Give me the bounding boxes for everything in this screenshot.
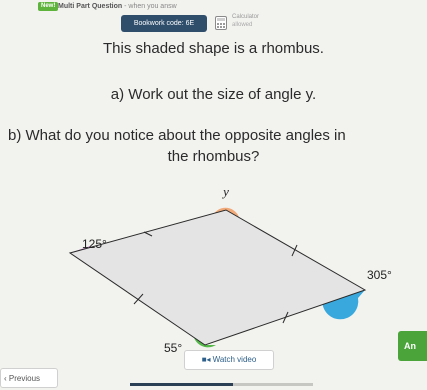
- watch-video-label: Watch video: [212, 355, 257, 364]
- rhombus-diagram: [0, 168, 427, 358]
- hint-rest: - when you answ: [122, 3, 177, 10]
- progress-bar-track: [233, 383, 313, 386]
- top-hint-bar: [0, 0, 427, 12]
- question-line-4: the rhombus?: [167, 148, 260, 165]
- video-camera-icon: ■◂: [201, 355, 211, 364]
- watch-video-button[interactable]: [184, 350, 274, 370]
- angle-label-y: y: [223, 184, 229, 199]
- calculator-status: allowed: [232, 22, 253, 28]
- hint-bold: Multi Part Question: [58, 3, 123, 10]
- previous-button[interactable]: [0, 368, 58, 388]
- question-line-3: b) What do you notice about the opposite angles in: [8, 127, 346, 144]
- previous-label: Previous: [8, 374, 41, 383]
- progress-bar-filled: [130, 383, 233, 386]
- calculator-label: Calculator: [232, 14, 260, 20]
- chevron-left-icon: ‹: [4, 374, 9, 383]
- question-type-hint: [58, 2, 177, 11]
- question-line-1: This shaded shape is a rhombus.: [103, 40, 324, 57]
- bookwork-code: Bookwork code: 6E: [121, 15, 207, 32]
- question-line-2: a) Work out the size of angle y.: [110, 86, 317, 103]
- answer-button[interactable]: An: [398, 331, 427, 361]
- calculator-icon: [215, 16, 227, 30]
- angle-label-55: 55°: [164, 341, 183, 355]
- angle-label-125: 125°: [82, 237, 107, 251]
- new-badge: New!: [38, 2, 58, 11]
- angle-label-305: 305°: [367, 268, 392, 282]
- rhombus-shape: [70, 210, 365, 345]
